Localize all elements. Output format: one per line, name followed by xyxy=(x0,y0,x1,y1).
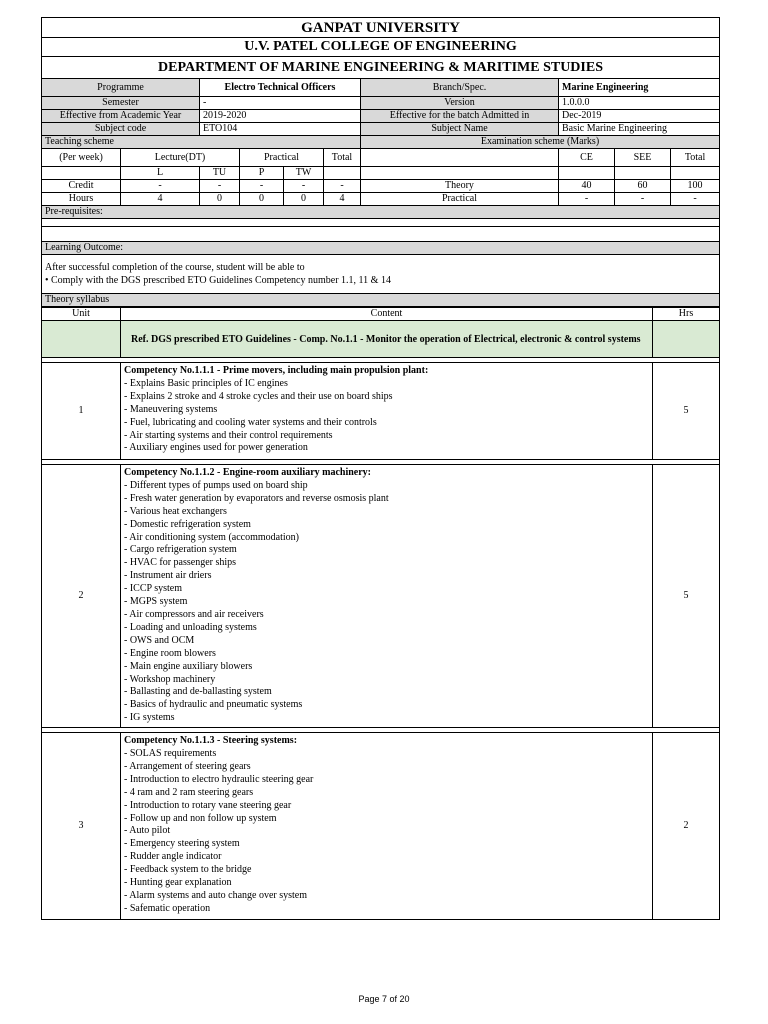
ce-header: CE xyxy=(559,149,615,167)
unit-number: 1 xyxy=(42,363,121,460)
hours-l: 4 xyxy=(121,193,200,206)
topic-item: - Maneuvering systems xyxy=(124,403,218,415)
university-name: GANPAT UNIVERSITY xyxy=(42,18,720,38)
batch-value: Dec-2019 xyxy=(559,110,720,123)
topic-item: - Auxiliary engines used for power generation xyxy=(124,442,308,454)
unit-content xyxy=(121,363,653,460)
p-header: P xyxy=(240,167,284,180)
topic-item: - Introduction to rotary vane steering gear xyxy=(124,799,292,811)
hours-label: Hours xyxy=(42,193,121,206)
topic-item: - Air conditioning system (accommodation) xyxy=(124,531,299,543)
practical-see: - xyxy=(615,193,671,206)
competency-title: Competency No.1.1.2 - Engine-room auxiliary machinery: xyxy=(124,467,372,478)
subheader-blank xyxy=(324,167,361,180)
version-value: 1.0.0.0 xyxy=(559,97,720,110)
hrs-column-header: Hrs xyxy=(653,308,720,321)
practical-ce: - xyxy=(559,193,615,206)
topic-item: - Domestic refrigeration system xyxy=(124,518,251,530)
credit-tw: - xyxy=(284,180,324,193)
topic-item: - Basics of hydraulic and pneumatic systems xyxy=(124,699,303,711)
competency-title: Competency No.1.1.3 - Steering systems: xyxy=(124,735,298,747)
content-column-header: Content xyxy=(121,308,653,321)
topic-item: - OWS and OCM xyxy=(124,634,195,646)
topic-item: - Safematic operation xyxy=(124,902,211,914)
unit-column-header: Unit xyxy=(42,308,121,321)
theory-label: Theory xyxy=(361,180,559,193)
learning-outcome-label: Learning Outcome: xyxy=(42,242,720,255)
theory-see: 60 xyxy=(615,180,671,193)
hours-total: 4 xyxy=(324,193,361,206)
branch-label: Branch/Spec. xyxy=(361,79,559,97)
topic-item: - Follow up and non follow up system xyxy=(124,812,277,824)
see-header: SEE xyxy=(615,149,671,167)
credit-label: Credit xyxy=(42,180,121,193)
hours-tu: 0 xyxy=(200,193,240,206)
topic-item: - Rudder angle indicator xyxy=(124,851,222,863)
exam-total-header: Total xyxy=(671,149,720,167)
topic-item: - HVAC for passenger ships xyxy=(124,557,237,569)
topic-item: - Air compressors and air receivers xyxy=(124,608,264,620)
subheader-blank xyxy=(42,167,121,180)
topic-item: - MGPS system xyxy=(124,596,188,608)
subject-code-value: ETO104 xyxy=(200,123,361,136)
dgs-reference: Ref. DGS prescribed ETO Guidelines - Comp. No.1.1 - Monitor the operation of Electrical, electronic & control systems xyxy=(121,321,653,358)
unit-hours: 5 xyxy=(653,363,720,460)
topic-item: - ICCP system xyxy=(124,583,182,595)
lecture-header: Lecture(DT) xyxy=(121,149,240,167)
blank-row xyxy=(42,227,720,242)
academic-year-label: Effective from Academic Year xyxy=(42,110,200,123)
college-name: U.V. PATEL COLLEGE OF ENGINEERING xyxy=(42,38,720,57)
unit-hours: 2 xyxy=(653,733,720,920)
total-header: Total xyxy=(324,149,361,167)
version-label: Version xyxy=(361,97,559,110)
topic-item: - 4 ram and 2 ram steering gears xyxy=(124,786,254,798)
credit-total: - xyxy=(324,180,361,193)
topic-item: - Loading and unloading systems xyxy=(124,621,257,633)
academic-year-value: 2019-2020 xyxy=(200,110,361,123)
unit-content xyxy=(121,465,653,728)
topic-item: - Introduction to electro hydraulic steering gear xyxy=(124,773,314,785)
topic-item: - Engine room blowers xyxy=(124,647,216,659)
l-header: L xyxy=(121,167,200,180)
programme-value: Electro Technical Officers xyxy=(200,79,361,97)
topic-item: - Feedback system to the bridge xyxy=(124,864,252,876)
subheader-blank xyxy=(671,167,720,180)
tu-header: TU xyxy=(200,167,240,180)
batch-label: Effective for the batch Admitted in xyxy=(361,110,559,123)
prerequisites-label: Pre-requisites: xyxy=(42,206,720,219)
topic-item: - Ballasting and de-ballasting system xyxy=(124,686,272,698)
hours-tw: 0 xyxy=(284,193,324,206)
topic-item: - Emergency steering system xyxy=(124,838,240,850)
practical-header: Practical xyxy=(240,149,324,167)
prerequisites-body xyxy=(42,219,720,227)
teaching-scheme-label: Teaching scheme xyxy=(42,136,361,149)
ref-unit-cell xyxy=(42,321,121,358)
unit-hours: 5 xyxy=(653,465,720,728)
practical-label: Practical xyxy=(361,193,559,206)
per-week-label: (Per week) xyxy=(42,149,121,167)
theory-ce: 40 xyxy=(559,180,615,193)
learning-outcome-line: • Comply with the DGS prescribed ETO Guidelines Competency number 1.1, 11 & 14 xyxy=(45,275,391,286)
topic-item: - Hunting gear explanation xyxy=(124,877,232,889)
topic-item: - Alarm systems and auto change over system xyxy=(124,890,308,901)
semester-label: Semester xyxy=(42,97,200,110)
exam-blank xyxy=(361,149,559,167)
topic-item: - IG systems xyxy=(124,712,175,724)
practical-total: - xyxy=(671,193,720,206)
exam-scheme-label: Examination scheme (Marks) xyxy=(361,136,720,149)
unit-content xyxy=(121,733,653,920)
syllabus-table xyxy=(41,307,720,920)
credit-p: - xyxy=(240,180,284,193)
hours-p: 0 xyxy=(240,193,284,206)
topic-item: - Instrument air driers xyxy=(124,570,212,582)
topic-item: - Various heat exchangers xyxy=(124,505,227,517)
subheader-blank xyxy=(361,167,559,180)
topic-item: - Arrangement of steering gears xyxy=(124,760,251,772)
semester-value: - xyxy=(200,97,361,110)
topic-item: - Air starting systems and their control requirements xyxy=(124,429,333,441)
unit-number: 3 xyxy=(42,733,121,920)
learning-outcome-body xyxy=(42,255,720,294)
topic-item: - Explains Basic principles of IC engines xyxy=(124,377,288,389)
topic-item: - Fresh water generation by evaporators and reverse osmosis plant xyxy=(124,492,389,504)
subject-name-label: Subject Name xyxy=(361,123,559,136)
ref-hrs-cell xyxy=(653,321,720,358)
topic-item: - Main engine auxiliary blowers xyxy=(124,660,253,672)
subject-code-label: Subject code xyxy=(42,123,200,136)
page-number: Page 7 of 20 xyxy=(358,994,410,1004)
topic-item: - Workshop machinery xyxy=(124,673,216,685)
topic-item: - Different types of pumps used on board ship xyxy=(124,479,308,491)
learning-outcome-line: After successful completion of the course, student will be able to xyxy=(45,262,305,273)
theory-total: 100 xyxy=(671,180,720,193)
credit-tu: - xyxy=(200,180,240,193)
header-table xyxy=(41,17,720,307)
topic-item: - Explains 2 stroke and 4 stroke cycles and their use on board ships xyxy=(124,390,393,402)
topic-item: - Cargo refrigeration system xyxy=(124,544,237,556)
unit-number: 2 xyxy=(42,465,121,728)
syllabus-document xyxy=(41,17,719,920)
theory-syllabus-label: Theory syllabus xyxy=(42,294,720,307)
topic-item: - Auto pilot xyxy=(124,825,171,837)
credit-l: - xyxy=(121,180,200,193)
subject-name-value: Basic Marine Engineering xyxy=(559,123,720,136)
programme-label: Programme xyxy=(42,79,200,97)
branch-value: Marine Engineering xyxy=(559,79,720,97)
tw-header: TW xyxy=(284,167,324,180)
subheader-blank xyxy=(615,167,671,180)
competency-title: Competency No.1.1.1 - Prime movers, including main propulsion plant: xyxy=(124,365,429,376)
topic-item: - Fuel, lubricating and cooling water systems and their controls xyxy=(124,416,377,428)
department-name: DEPARTMENT OF MARINE ENGINEERING & MARITIME STUDIES xyxy=(42,57,720,79)
topic-item: - SOLAS requirements xyxy=(124,748,217,760)
subheader-blank xyxy=(559,167,615,180)
